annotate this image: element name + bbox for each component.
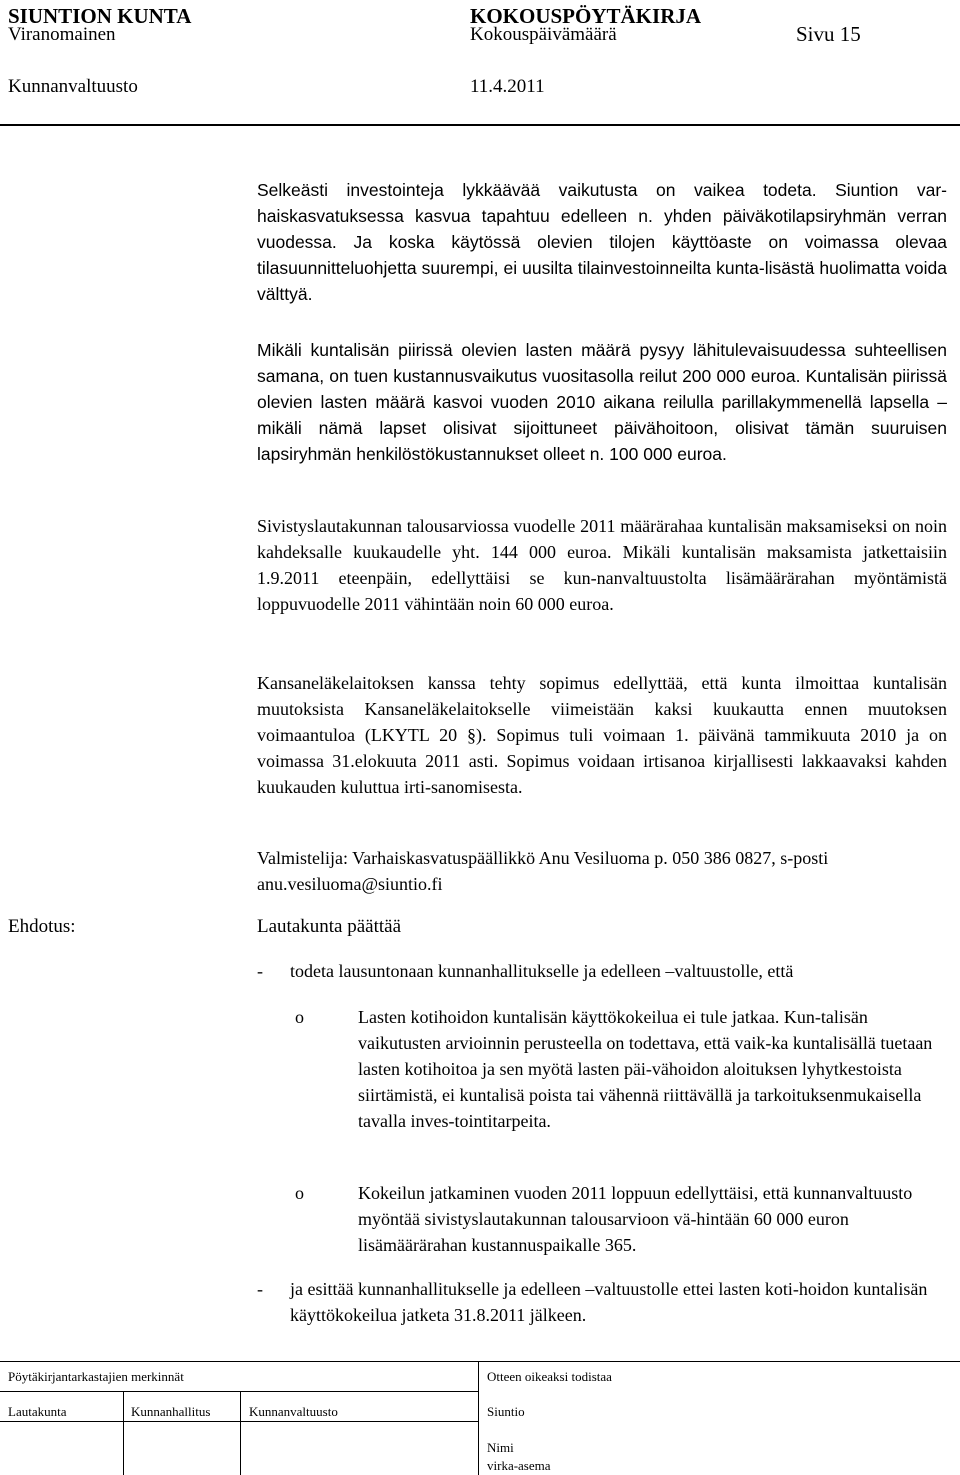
meeting-date-label: Kokouspäivämäärä [470, 24, 617, 45]
checkers-label: Pöytäkirjantarkastajien merkinnät [8, 1369, 184, 1384]
bullet-marker: o [295, 1183, 304, 1203]
dash-marker: - [257, 1279, 263, 1299]
footer-row-rule [0, 1391, 478, 1392]
paragraph-investments: Selkeästi investointeja lykkäävää vaikutusta on vaikea todeta. Siuntion var-haiskasvatuksessa kasvua tapahtuu edelleen n. yhden päiväkotilapsiryhmän verran vuodessa. Ja koska käytössä olevien tilojen käyttöaste on voimassa olevaa tilasuunnitteluohjetta suurempi, ei uusilta tilainvestoinneilta kunta-lisästä huolimatta voida välttyä. [257, 180, 947, 304]
paragraph-preparer: Valmistelija: Varhaiskasvatuspäällikkö Anu Vesiluoma p. 050 386 0827, s-posti anu.vesiluoma@siuntio.fi [257, 848, 829, 894]
footer-title-label: virka-asema [487, 1458, 551, 1473]
meeting-date: 11.4.2011 [470, 76, 545, 97]
footer-divider [478, 1361, 479, 1475]
authority-label: Viranomainen [8, 24, 116, 45]
decision-heading: Lautakunta päättää [257, 916, 402, 937]
paragraph-cost-effect: Mikäli kuntalisän piirissä olevien lasten määrä pysyy lähitulevaisuudessa suhteellisen samana, on tuen kustannusvaikutus vuositasolla reilut 200 000 euroa. Kuntalisän piirissä olevien lasten määrä kasvoi vuoden 2010 aikana reilulla parillakymmenellä lapsella – mikäli nämä lapset olisivat sijoittuneet päivähoitoon, olisivat tämän suuruisen lapsiryhmän henkilöstökustannukset olleet n. 100 000 euroa. [257, 340, 947, 464]
decision-item-2: ja esittää kunnanhallitukselle ja edelleen –valtuustolle ettei lasten koti-hoidon kuntalisän käyttökokeilua jatketa 31.8.2011 jälkeen. [290, 1279, 928, 1325]
footer-col-rule [123, 1391, 124, 1475]
footer-place: Siuntio [487, 1404, 525, 1419]
bullet-marker: o [295, 1007, 304, 1027]
footer-col-municipal-board: Kunnanhallitus [131, 1404, 211, 1419]
authority-name: Kunnanvaltuusto [8, 76, 138, 97]
footer-col-rule [240, 1391, 241, 1475]
org-name: SIUNTION KUNTA [8, 4, 192, 28]
footer-col-board: Lautakunta [8, 1404, 67, 1419]
footer-row-rule [0, 1421, 478, 1422]
header-rule [0, 124, 960, 126]
footer-col-council: Kunnanvaltuusto [249, 1404, 338, 1419]
proposal-label: Ehdotus: [8, 916, 76, 937]
paragraph-budget: Sivistyslautakunnan talousarviossa vuodelle 2011 määrärahaa kuntalisän maksamiseksi on noin kahdeksalle kuukaudelle yht. 144 000 euroa. Mikäli kuntalisän maksamista jatkettaisiin 1.9.2011 eteenpäin, edellyttäisi se kun-nanvaltuustolta lisämäärärahan myöntämistä loppuvuodelle 2011 vähintään noin 60 000 euroa. [257, 516, 947, 614]
dash-marker: - [257, 961, 263, 981]
document-type: KOKOUSPÖYTÄKIRJA [470, 4, 702, 28]
footer-top-rule [0, 1361, 960, 1362]
decision-subitem-1: Lasten kotihoidon kuntalisän käyttökokeilua ei tule jatkaa. Kun-talisän vaikutusten arvioinnin perusteella on todettava, että vaik-ka kuntalisällä tuetaan lasten kotihoitoa ja sen myötä lasten päi-vähoidon aloituksen lyhytkestoista siirtämistä, ei kuntalisä poista tai vähennä riittävällä ja tarkoituksenmukaisella tavalla inves-tointitarpeita. [358, 1007, 933, 1131]
paragraph-kela-agreement: Kansaneläkelaitoksen kanssa tehty sopimus edellyttää, että kunta ilmoittaa kuntalisän muutoksista Kansaneläkelaitokselle viimeistään kaksi kuukautta ennen muutoksen voimaantuloa (LKYTL 20 §). Sopimus tuli voimaan 1. päivänä tammikuuta 2010 ja on voimassa 31.elokuuta 2011 asti. Sopimus voidaan irtisanoa kirjallisesti lakkaavaksi kahden kuukauden kuluttua irti-sanomisesta. [257, 673, 947, 797]
footer-signature-table [0, 1361, 960, 1475]
decision-subitem-2: Kokeilun jatkaminen vuoden 2011 loppuun edellyttäisi, että kunnanvaltuusto myöntää sivistyslautakunnan talousarvioon vä-hintään 60 000 euron lisämäärärahan kustannuspaikalle 365. [358, 1183, 913, 1255]
footer-name-label: Nimi [487, 1440, 514, 1455]
certified-label: Otteen oikeaksi todistaa [487, 1369, 612, 1384]
page-number: Sivu 15 [796, 22, 861, 46]
decision-item-1: todeta lausuntonaan kunnanhallitukselle ja edelleen –valtuustolle, että [290, 961, 794, 981]
